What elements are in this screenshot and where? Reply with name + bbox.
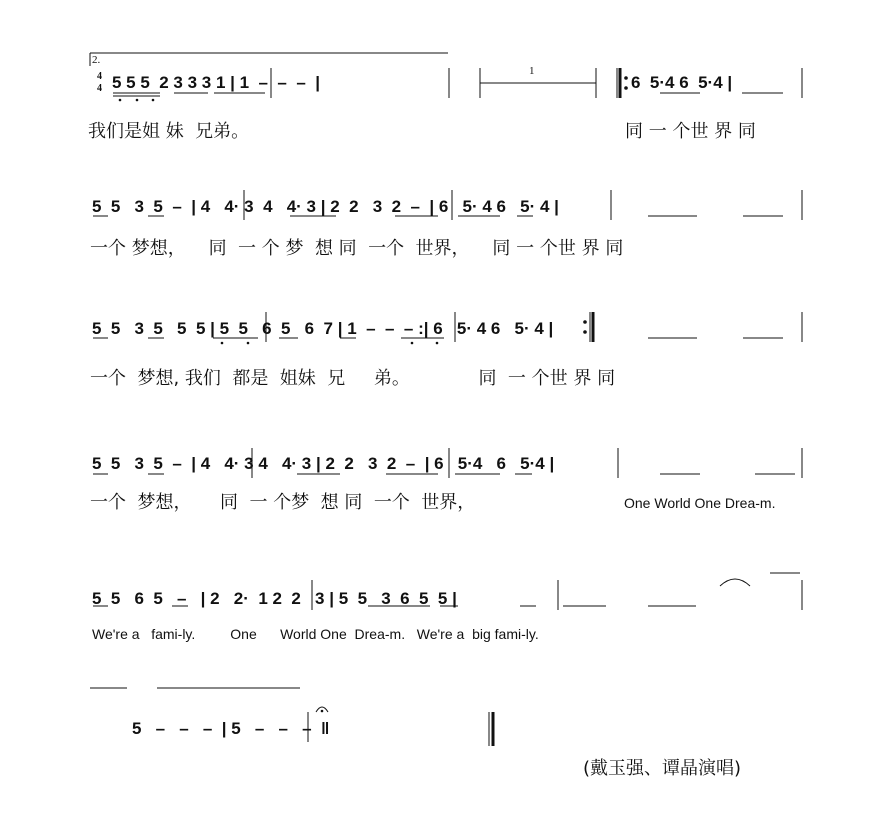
- octave-dot: [152, 99, 155, 102]
- repeat-dot: [624, 76, 628, 80]
- repeat-dot: [624, 86, 628, 90]
- time-signature-top: 4: [97, 71, 102, 82]
- fermata-dot: [321, 710, 324, 713]
- octave-dot: [221, 342, 224, 345]
- staff-4-notes: 5 5 3 5 – | 4 4· 3 4 4· 3 | 2 2 3 2 – | 6 5·4 6 5·4 |: [92, 454, 555, 473]
- multirest-count: 1: [529, 65, 535, 77]
- staff-2-notes: 5 5 3 5 – | 4 4· 3 4 4· 3 | 2 2 3 2 – | 6 5· 4 6 5· 4 |: [92, 197, 559, 216]
- volta-label: 2.: [92, 54, 101, 66]
- staff-1-notes-b: 6 5·4 6 5·4 |: [631, 73, 733, 92]
- staff-5-notes: 5 5 6 5 – | 2 2· 1 2 2 3 | 5 5 3 6 5 5 |: [92, 589, 457, 608]
- slur: [720, 579, 750, 586]
- staff-4-lyrics: 一个 梦想， 同 一 个梦 想 同 一个 世界，: [90, 492, 476, 513]
- staff-3-notes: 5 5 3 5 5 5 | 5 5 6 5 6 7 | 1 – – – :| 6 5· 4 6 5· 4 |: [92, 319, 554, 338]
- octave-dot: [119, 99, 122, 102]
- staff-1-lyrics: 我们是姐 妹 兄弟。: [88, 121, 250, 142]
- octave-dot: [247, 342, 250, 345]
- staff-2-lyrics: 一个 梦想， 同 一 个 梦 想 同 一个 世界， 同 一 个世 界 同: [90, 238, 624, 259]
- performer-credit: (戴玉强、谭晶演唱): [583, 758, 742, 779]
- staff-5-lyrics-en: We're a fami-ly. One World One Drea-m. We're a big fami-ly.: [92, 626, 539, 642]
- repeat-dot: [583, 330, 587, 334]
- staff-1-notes: 5 5 5 2 3 3 3 1 | 1 – – – |: [112, 73, 320, 92]
- octave-dot: [136, 99, 139, 102]
- staff-6-notes: 5 – – – | 5 – – – ‖: [132, 719, 330, 738]
- time-signature-bottom: 4: [97, 83, 102, 94]
- staff-4-lyrics-en: One World One Drea-m.: [624, 495, 776, 511]
- staff-1-lyrics-b: 同 一 个世 界 同: [625, 121, 756, 142]
- repeat-dot: [583, 320, 587, 324]
- octave-dot: [436, 342, 439, 345]
- staff-3-lyrics: 一个 梦想, 我们 都是 姐妹 兄 弟。 同 一 个世 界 同: [90, 368, 616, 389]
- octave-dot: [411, 342, 414, 345]
